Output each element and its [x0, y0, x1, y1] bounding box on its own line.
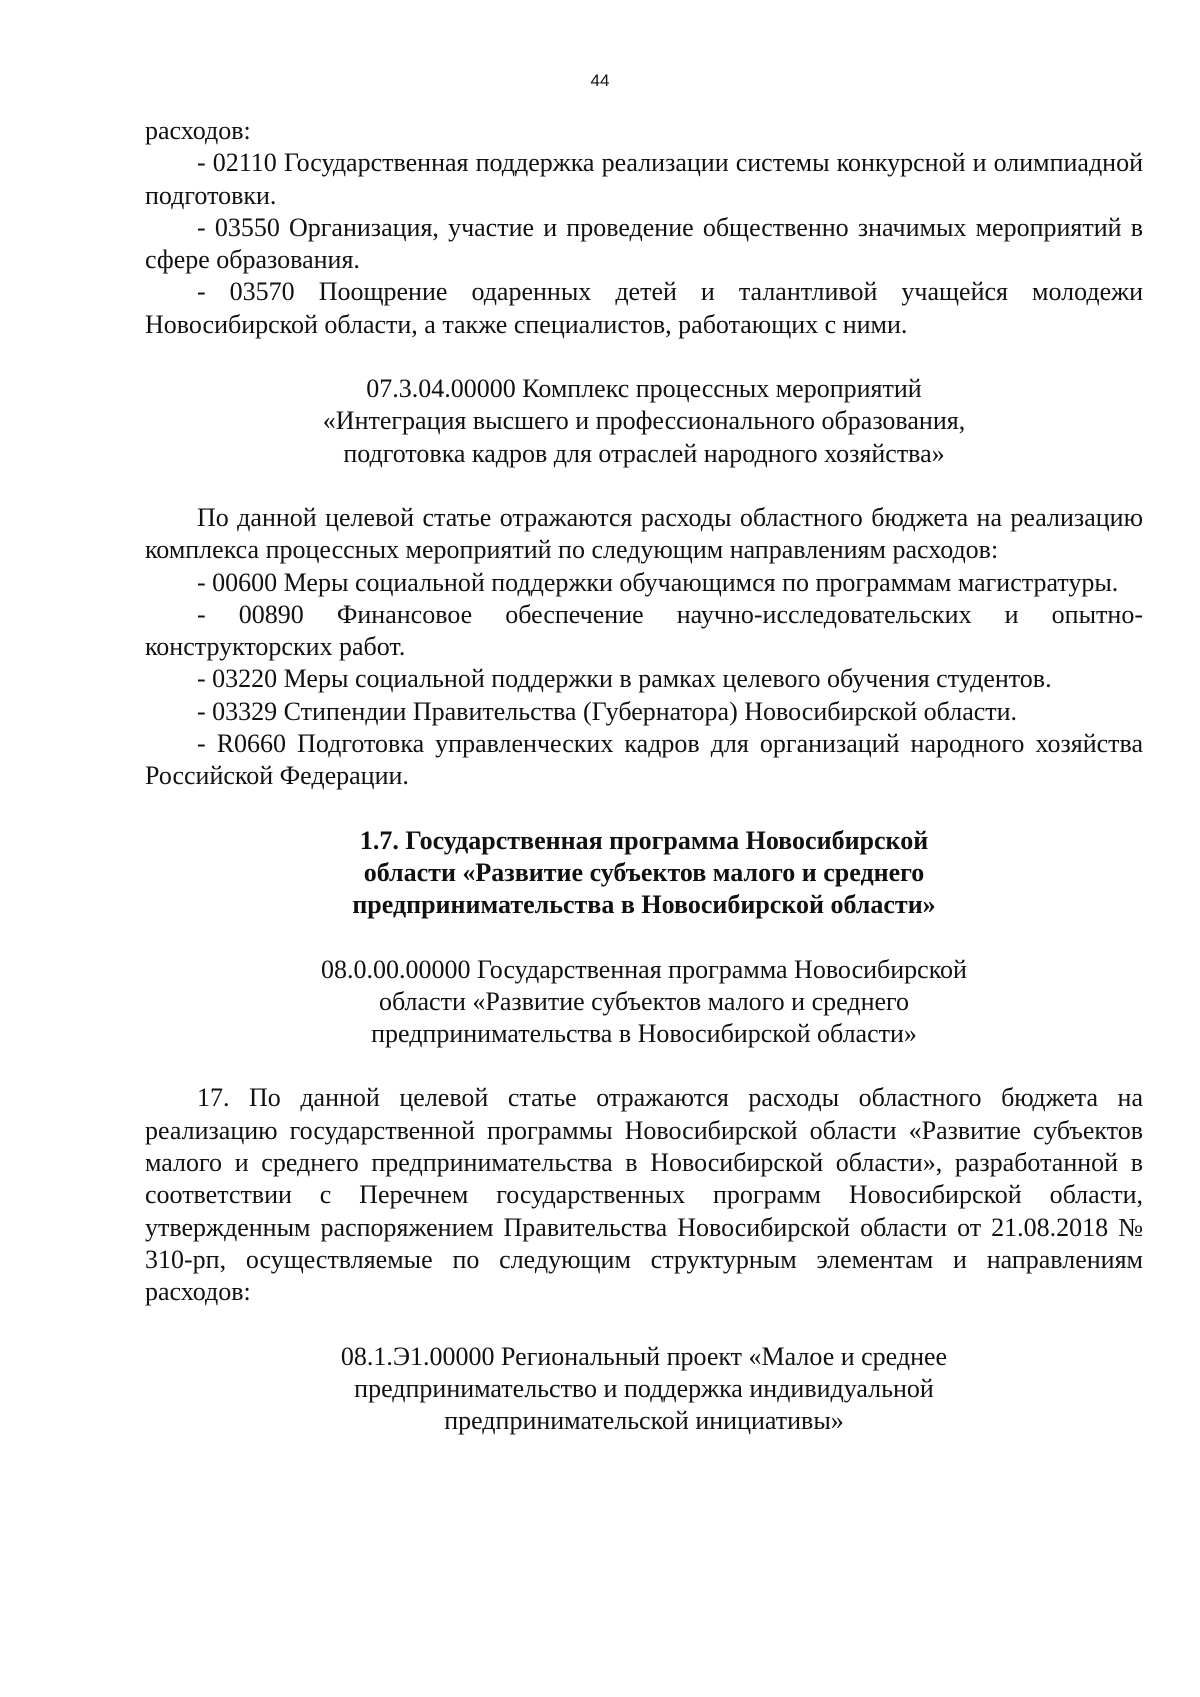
title-line: подготовка кадров для отраслей народного хозяйства»: [343, 438, 945, 468]
document-body: [145, 115, 1143, 1437]
expense-direction-item: - 03220 Меры социальной поддержки в рамках целевого обучения студентов.: [197, 664, 1052, 694]
section-heading: [145, 825, 1143, 922]
block-spacer: [145, 1309, 1143, 1341]
expense-direction-item: - 00890 Финансовое обеспечение научно-исследовательских и опытно-конструкторских работ.: [145, 599, 1143, 662]
paragraph: расходов:: [145, 116, 251, 145]
page-number: 44: [590, 71, 610, 90]
block-spacer: [145, 470, 1143, 502]
expense-direction-item: - 02110 Государственная поддержка реализации системы конкурсной и олимпиадной подготовки.: [145, 148, 1143, 210]
block-spacer: [145, 1050, 1143, 1082]
expense-direction-item: - 03550 Организация, участие и проведение общественно значимых мероприятий в сфере образования.: [145, 212, 1143, 275]
title-line: области «Развитие субъектов малого и среднего: [363, 857, 925, 887]
title-line: 08.1.Э1.00000 Региональный проект «Малое и среднее: [340, 1341, 948, 1371]
expense-direction-item: - 00600 Меры социальной поддержки обучающимся по программам магистратуры.: [197, 567, 1119, 597]
paragraph: 17. По данной целевой статье отражаются расходы областного бюджета на реализацию государственной программы Новосибирской области «Развитие субъектов малого и среднего предпринимательства в Новосибирской области», разработанной в соответствии с Перечнем государственных программ Новосибирской области, утвержденным распоряжением Правительства Новосибирской области от 21.08.2018 № 310-рп, осуществляемые по следующим структурным элементам и направлениям расходов:: [145, 1083, 1143, 1307]
expense-direction-item: - R0660 Подготовка управленческих кадров для организаций народного хозяйства Российской Федерации.: [145, 729, 1143, 791]
block-spacer: [145, 793, 1143, 825]
paragraph: По данной целевой статье отражаются расходы областного бюджета на реализацию комплекса процессных мероприятий по следующим направлениям расходов:: [145, 502, 1143, 565]
title-line: предпринимательской инициативы»: [444, 1406, 844, 1436]
title-line: предпринимательство и поддержка индивидуальной: [354, 1373, 934, 1403]
title-line: предпринимательства в Новосибирской области»: [371, 1019, 917, 1049]
block-spacer: [145, 341, 1143, 373]
block-spacer: [145, 922, 1143, 954]
target-article-title: [145, 1341, 1143, 1438]
target-article-title: [145, 373, 1143, 470]
expense-direction-item: - 03570 Поощрение одаренных детей и талантливой учащейся молодежи Новосибирской области, а также специалистов, работающих с ними.: [145, 277, 1143, 339]
title-line: предпринимательства в Новосибирской области»: [352, 890, 936, 920]
title-line: области «Развитие субъектов малого и среднего: [378, 986, 910, 1016]
title-line: «Интеграция высшего и профессионального образования,: [322, 406, 966, 436]
title-line: 08.0.00.00000 Государственная программа Новосибирской: [321, 954, 967, 984]
title-line: 07.3.04.00000 Комплекс процессных мероприятий: [366, 374, 922, 404]
target-article-title: [145, 954, 1143, 1051]
expense-direction-item: - 03329 Стипендии Правительства (Губернатора) Новосибирской области.: [197, 696, 1018, 726]
title-line: 1.7. Государственная программа Новосибирской: [359, 825, 929, 855]
